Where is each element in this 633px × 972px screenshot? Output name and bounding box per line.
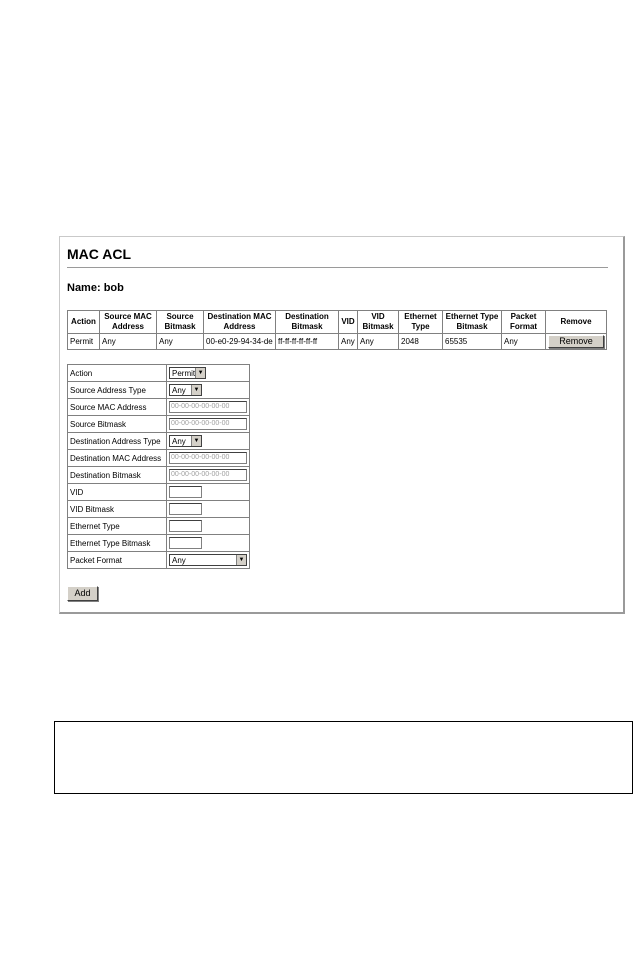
packet-format-label: Packet Format	[68, 552, 167, 569]
header-destination-mac: Destination MAC Address	[204, 311, 276, 334]
destination-mac-input[interactable]: 00-00-00-00-00-00	[169, 452, 247, 464]
table-header-row	[68, 311, 607, 334]
vid-bitmask-cell	[167, 501, 250, 518]
acl-rules-table	[67, 310, 607, 350]
note-box	[54, 721, 633, 794]
vid-cell	[167, 484, 250, 501]
packet-format-cell	[167, 552, 250, 569]
cell-source-bitmask: Any	[157, 334, 204, 350]
header-action: Action	[68, 311, 100, 334]
triangle-down-icon: ▼	[191, 385, 201, 395]
destination-bitmask-label: Destination Bitmask	[68, 467, 167, 484]
destination-address-type-label: Destination Address Type	[68, 433, 167, 450]
cell-source-mac: Any	[100, 334, 157, 350]
cell-destination-mac: 00-e0-29-94-34-de	[204, 334, 276, 350]
vid-bitmask-label: VID Bitmask	[68, 501, 167, 518]
destination-bitmask-cell	[167, 467, 250, 484]
action-select-value: Permit	[172, 368, 196, 378]
destination-mac-label: Destination MAC Address	[68, 450, 167, 467]
acl-name-label: Name:	[67, 282, 101, 294]
action-select[interactable]	[169, 367, 206, 379]
vid-bitmask-input[interactable]	[169, 503, 202, 515]
header-ethernet-type: Ethernet Type	[399, 311, 443, 334]
header-destination-bitmask: Destination Bitmask	[276, 311, 339, 334]
cell-destination-bitmask: ff-ff-ff-ff-ff-ff	[276, 334, 339, 350]
ethernet-type-bitmask-cell	[167, 535, 250, 552]
acl-name	[67, 282, 124, 294]
source-bitmask-cell	[167, 416, 250, 433]
triangle-down-icon: ▼	[236, 555, 246, 565]
ethernet-type-label: Ethernet Type	[68, 518, 167, 535]
add-button[interactable]: Add	[67, 586, 98, 601]
packet-format-value: Any	[172, 555, 186, 565]
header-ethernet-type-bitmask: Ethernet Type Bitmask	[443, 311, 502, 334]
acl-name-value: bob	[103, 282, 124, 294]
source-address-type-label: Source Address Type	[68, 382, 167, 399]
header-packet-format: Packet Format	[502, 311, 546, 334]
destination-mac-cell	[167, 450, 250, 467]
destination-address-type-cell	[167, 433, 250, 450]
cell-ethernet-type: 2048	[399, 334, 443, 350]
source-mac-cell	[167, 399, 250, 416]
cell-packet-format: Any	[502, 334, 546, 350]
ethernet-type-bitmask-label: Ethernet Type Bitmask	[68, 535, 167, 552]
source-address-type-value: Any	[172, 385, 186, 395]
header-source-mac: Source MAC Address	[100, 311, 157, 334]
source-mac-label: Source MAC Address	[68, 399, 167, 416]
vid-input[interactable]	[169, 486, 202, 498]
destination-address-type-select[interactable]	[169, 435, 202, 447]
header-vid: VID	[339, 311, 358, 334]
source-bitmask-label: Source Bitmask	[68, 416, 167, 433]
ethernet-type-input[interactable]	[169, 520, 202, 532]
page-title: MAC ACL	[67, 246, 132, 262]
packet-format-select[interactable]	[169, 554, 247, 566]
header-vid-bitmask: VID Bitmask	[358, 311, 399, 334]
header-remove: Remove	[546, 311, 607, 334]
source-address-type-cell	[167, 382, 250, 399]
triangle-down-icon: ▼	[191, 436, 201, 446]
table-row	[68, 334, 607, 350]
remove-button[interactable]: Remove	[548, 335, 604, 348]
cell-ethernet-type-bitmask: 65535	[443, 334, 502, 350]
header-source-bitmask: Source Bitmask	[157, 311, 204, 334]
cell-vid-bitmask: Any	[358, 334, 399, 350]
ethernet-type-cell	[167, 518, 250, 535]
source-bitmask-input[interactable]: 00-00-00-00-00-00	[169, 418, 247, 430]
cell-vid: Any	[339, 334, 358, 350]
cell-remove	[546, 334, 607, 350]
ethernet-type-bitmask-input[interactable]	[169, 537, 202, 549]
source-address-type-select[interactable]	[169, 384, 202, 396]
destination-bitmask-input[interactable]: 00-00-00-00-00-00	[169, 469, 247, 481]
triangle-down-icon: ▼	[195, 368, 205, 378]
action-label: Action	[68, 365, 167, 382]
destination-address-type-value: Any	[172, 436, 186, 446]
cell-action: Permit	[68, 334, 100, 350]
action-cell	[167, 365, 250, 382]
source-mac-input[interactable]: 00-00-00-00-00-00	[169, 401, 247, 413]
title-divider	[67, 267, 608, 268]
add-rule-form	[67, 364, 250, 569]
vid-label: VID	[68, 484, 167, 501]
